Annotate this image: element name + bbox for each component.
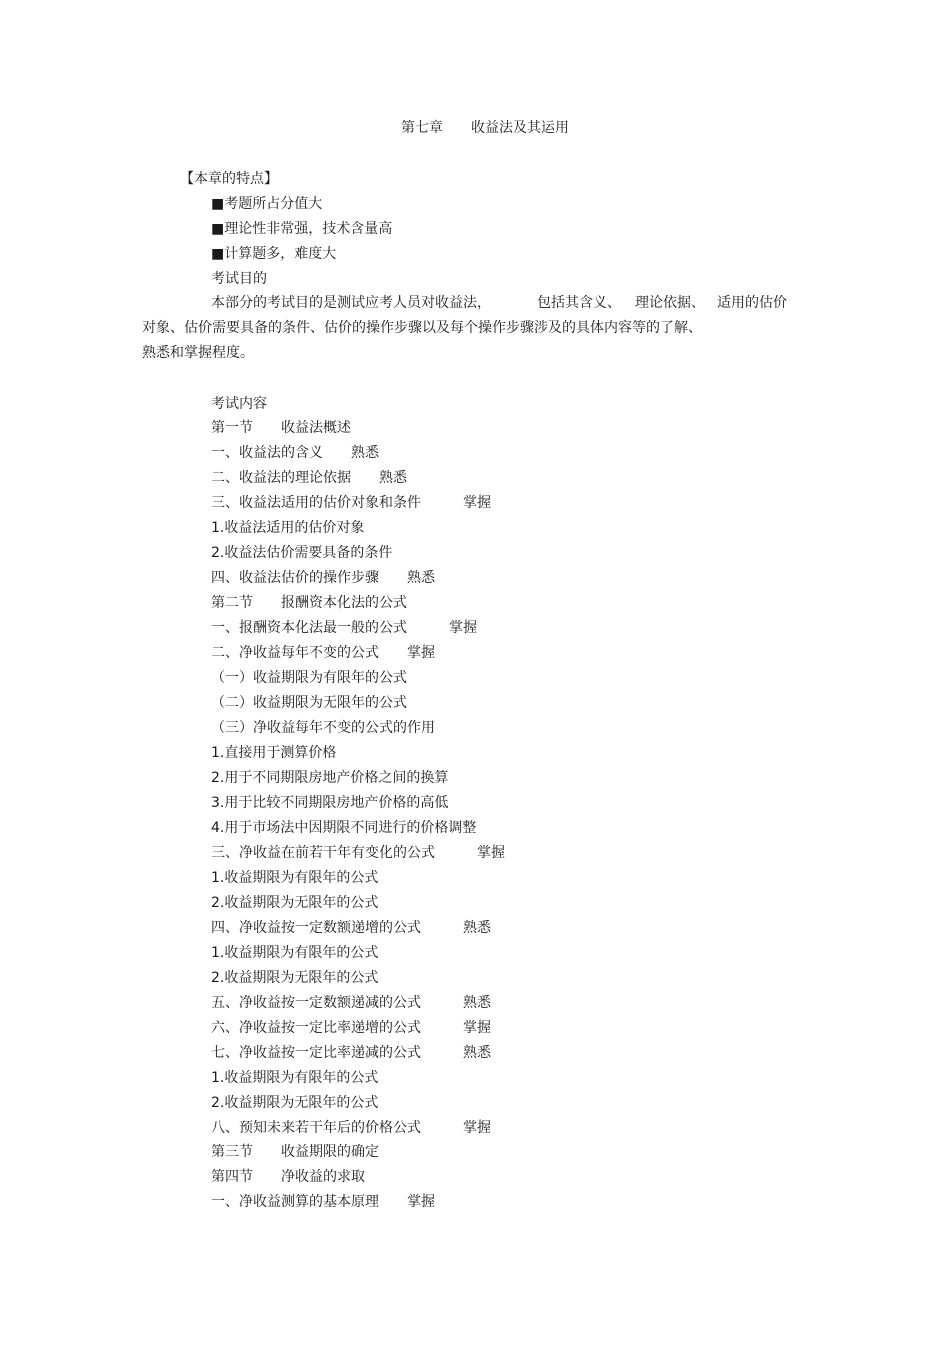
content-line: 2.收益期限为无限年的公式 xyxy=(211,895,379,911)
content-line: 3.用于比较不同期限房地产价格的高低 xyxy=(211,795,449,811)
purpose-paragraph-line3: 熟悉和掌握程度。 xyxy=(142,345,254,361)
content-line: 第二节 报酬资本化法的公式 xyxy=(211,595,407,611)
content-line: 五、净收益按一定数额递减的公式 熟悉 xyxy=(211,995,491,1011)
content-line: 三、净收益在前若干年有变化的公式 掌握 xyxy=(211,845,505,861)
content-line: 2.用于不同期限房地产价格之间的换算 xyxy=(211,770,449,786)
features-heading: 【本章的特点】 xyxy=(180,171,278,187)
feature-item: ■计算题多，难度大 xyxy=(211,246,337,262)
content-line: 四、净收益按一定数额递增的公式 熟悉 xyxy=(211,920,491,936)
purpose-paragraph-line2: 对象、估价需要具备的条件、估价的操作步骤以及每个操作步骤涉及的具体内容等的了解、 xyxy=(142,320,702,336)
chapter-title: 第七章 收益法及其运用 xyxy=(401,120,569,136)
content-line: 4.用于市场法中因期限不同进行的价格调整 xyxy=(211,820,477,836)
content-line: （一）收益期限为有限年的公式 xyxy=(211,670,407,686)
content-line: 2.收益法估价需要具备的条件 xyxy=(211,545,393,561)
content-line: 二、净收益每年不变的公式 掌握 xyxy=(211,645,435,661)
content-line: 八、预知未来若干年后的价格公式 掌握 xyxy=(211,1120,491,1136)
purpose-segment: 包括其含义、 xyxy=(537,295,621,311)
purpose-segment: 本部分的考试目的是测试应考人员对收益法， xyxy=(211,295,491,311)
content-line: 一、报酬资本化法最一般的公式 掌握 xyxy=(211,620,477,636)
purpose-heading: 考试目的 xyxy=(211,271,267,287)
content-line: 1.收益期限为有限年的公式 xyxy=(211,1070,379,1086)
purpose-segment: 理论依据、 xyxy=(635,295,705,311)
content-line: 1.收益期限为有限年的公式 xyxy=(211,945,379,961)
content-line: 1.直接用于测算价格 xyxy=(211,745,337,761)
content-line: 2.收益期限为无限年的公式 xyxy=(211,970,379,986)
content-line: 一、收益法的含义 熟悉 xyxy=(211,445,379,461)
purpose-segment: 适用的估价 xyxy=(717,295,787,311)
purpose-paragraph-line1 xyxy=(211,293,787,313)
content-line: 1.收益期限为有限年的公式 xyxy=(211,870,379,886)
content-line: 四、收益法估价的操作步骤 熟悉 xyxy=(211,570,435,586)
content-line: 第一节 收益法概述 xyxy=(211,420,351,436)
content-heading: 考试内容 xyxy=(211,396,267,412)
content-line: （三）净收益每年不变的公式的作用 xyxy=(211,720,435,736)
content-line: 1.收益法适用的估价对象 xyxy=(211,520,365,536)
feature-item: ■理论性非常强，技术含量高 xyxy=(211,221,393,237)
content-line: 第四节 净收益的求取 xyxy=(211,1169,365,1185)
feature-item: ■考题所占分值大 xyxy=(211,196,323,212)
content-line: 一、净收益测算的基本原理 掌握 xyxy=(211,1194,435,1210)
content-line: 六、净收益按一定比率递增的公式 掌握 xyxy=(211,1020,491,1036)
content-line: 第三节 收益期限的确定 xyxy=(211,1144,379,1160)
content-line: （二）收益期限为无限年的公式 xyxy=(211,695,407,711)
content-line: 三、收益法适用的估价对象和条件 掌握 xyxy=(211,495,491,511)
content-line: 七、净收益按一定比率递减的公式 熟悉 xyxy=(211,1045,491,1061)
content-line: 二、收益法的理论依据 熟悉 xyxy=(211,470,407,486)
content-line: 2.收益期限为无限年的公式 xyxy=(211,1095,379,1111)
